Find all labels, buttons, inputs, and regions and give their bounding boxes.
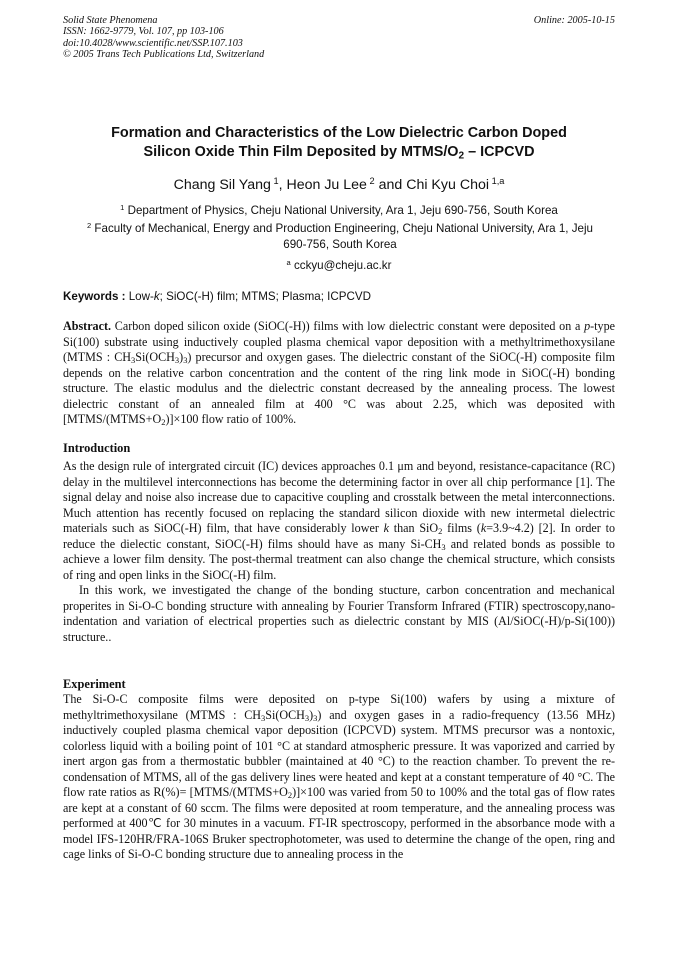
abstract: Abstract. Carbon doped silicon oxide (SiOC(-H)) films with low dielectric constant were deposited on a p-type Si(100) substrate using inductively coupled plasma chemical vapor deposition with a methyltrimethoxysilane (MTMS : $CH_3Si(OCH_3)_3$) precursor and oxygen gases. The dielectric constant of the SiOC(-H) composite film depends on the relative carbon concentration and the content of the ring link mode in SiOC(-H) bonding structure. The elastic modulus and the dielectric constant decreased by the annealing process. The lowest dielectric constant of an annealed film at 400 °C was about 2.25, which was deposited with $[MTMS/(MTMS+O_2)]\times 100$ flow ratio of 100%. (63, 319, 615, 428)
paragraph: The Si-O-C composite films were deposited on p-type Si(100) wafers by using a mixture of methyltrimethoxysilane (MTMS : $CH_3Si(OCH_3)_3$) and oxygen gases in a radio-frequency (13.56 MHz) inductively coupled plasma chemical vapor deposition (ICPCVD) system. MTMS precursor was a nontoxic, colorless liquid with a boiling point of 101 °C at standard atmospheric pressure. It was vaporized and carried by inert argon gas from a thermostatic bubbler (maintained at 40 °C) to the reaction chamber. To prevent the re-condensation of MTMS, all of the gas delivery lines were heated and kept at a constant temperature of 40 °C. The flow rate ratios as $R(\%)= [MTMS/(MTMS+O_2)]\times 100$ was varied from 50 to 100% and the total gas of flow rates are kept at a constant of 60 sccm. The films were deposited at room temperature, and the annealing process was performed at 400℃ for 30 minutes in a vacuum. FT-IR spectroscopy, performed in the absorbance mode with a model IFS-120HR/FRA-106S Bruker spectrophotometer, was used to determine the change of the open, ring and cage links of Si-O-C bonding structure due to annealing process in the (63, 692, 616, 861)
online-date: Online: 2005-10-15 (533, 15, 615, 26)
corresponding-email: $^a$ cckyu@cheju.ac.kr (286, 257, 392, 272)
paper-title (63, 124, 615, 161)
experiment-body (63, 692, 615, 863)
affiliation-1: $^1$ Department of Physics, Cheju National University, Ara 1, Jeju 690-756, South Korea (120, 202, 558, 217)
abstract-label: Abstract. (63, 319, 112, 333)
author-2: Heon Ju Lee (286, 177, 367, 193)
affiliation-2: $^2$ Faculty of Mechanical, Energy and Production Engineering, Cheju National University, Ara 1, Jeju 690-756, South Korea (86, 220, 594, 251)
author-1: Chang Sil Yang (173, 177, 271, 193)
paragraph: In this work, we investigated the change of the bonding stucture, carbon concentration and mechanical properites in Si-O-C bonding structure with annealing by Fourier Transform Infrared (FTIR) spectroscopy,nano-indentation and variation of electrical properties such as dielectric constant by MIS (Al/SiOC(-H)/p-Si(100)) structure.. (63, 583, 615, 644)
journal-header (63, 15, 615, 61)
journal-issn: ISSN: 1662-9779, Vol. 107, pp 103-106 (63, 26, 224, 38)
journal-doi: doi:10.4028/www.scientific.net/SSP.107.103 (63, 37, 243, 49)
author-3: and Chi Kyu Choi (378, 177, 490, 193)
journal-name: Solid State Phenomena (63, 15, 158, 26)
section-heading-experiment: Experiment (63, 677, 126, 691)
title-line-1: Formation and Characteristics of the Low Dielectric Carbon Doped (111, 125, 567, 141)
author-list: Chang Sil Yang $^1$, Heon Ju Lee $^2$ and Chi Kyu Choi $^{1,a}$ (173, 175, 505, 193)
title-line-2: Silicon Oxide Thin Film Deposited by MTMS/$O_2$ – ICPCVD (143, 143, 535, 162)
introduction-body (63, 459, 615, 645)
section-heading-introduction: Introduction (63, 441, 131, 455)
keywords: Keywords : Low-k; SiOC(-H) film; MTMS; Plasma; ICPCVD (63, 290, 371, 303)
paragraph: As the design rule of intergrated circuit (IC) devices approaches 0.1 μm and beyond, resistance-capacitance (RC) delay in the multilevel interconnections has become the determining factor in over all chip performance [1]. The signal delay and noise also increase due to capacitive coupling and crosstalk between the metal interconnections. Much attention has recently focused on replacing the standard silicon dioxide with new intermetal dielectric materials such as SiOC(-H) film, that have considerably lower k than SiO$_2$ films (k=3.9~4.2) [2]. In order to reduce the dielectic constant, SiOC(-H) films should have as many $Si-CH_3$ and related bonds as possible to achieve a lower film density. The post-thermal treatment can also change the chemical structure, which consists of ring and open links in the SiOC(-H) film. (63, 459, 615, 582)
journal-copyright: © 2005 Trans Tech Publications Ltd, Switzerland (63, 49, 265, 61)
keywords-label: Keywords : (63, 290, 126, 303)
